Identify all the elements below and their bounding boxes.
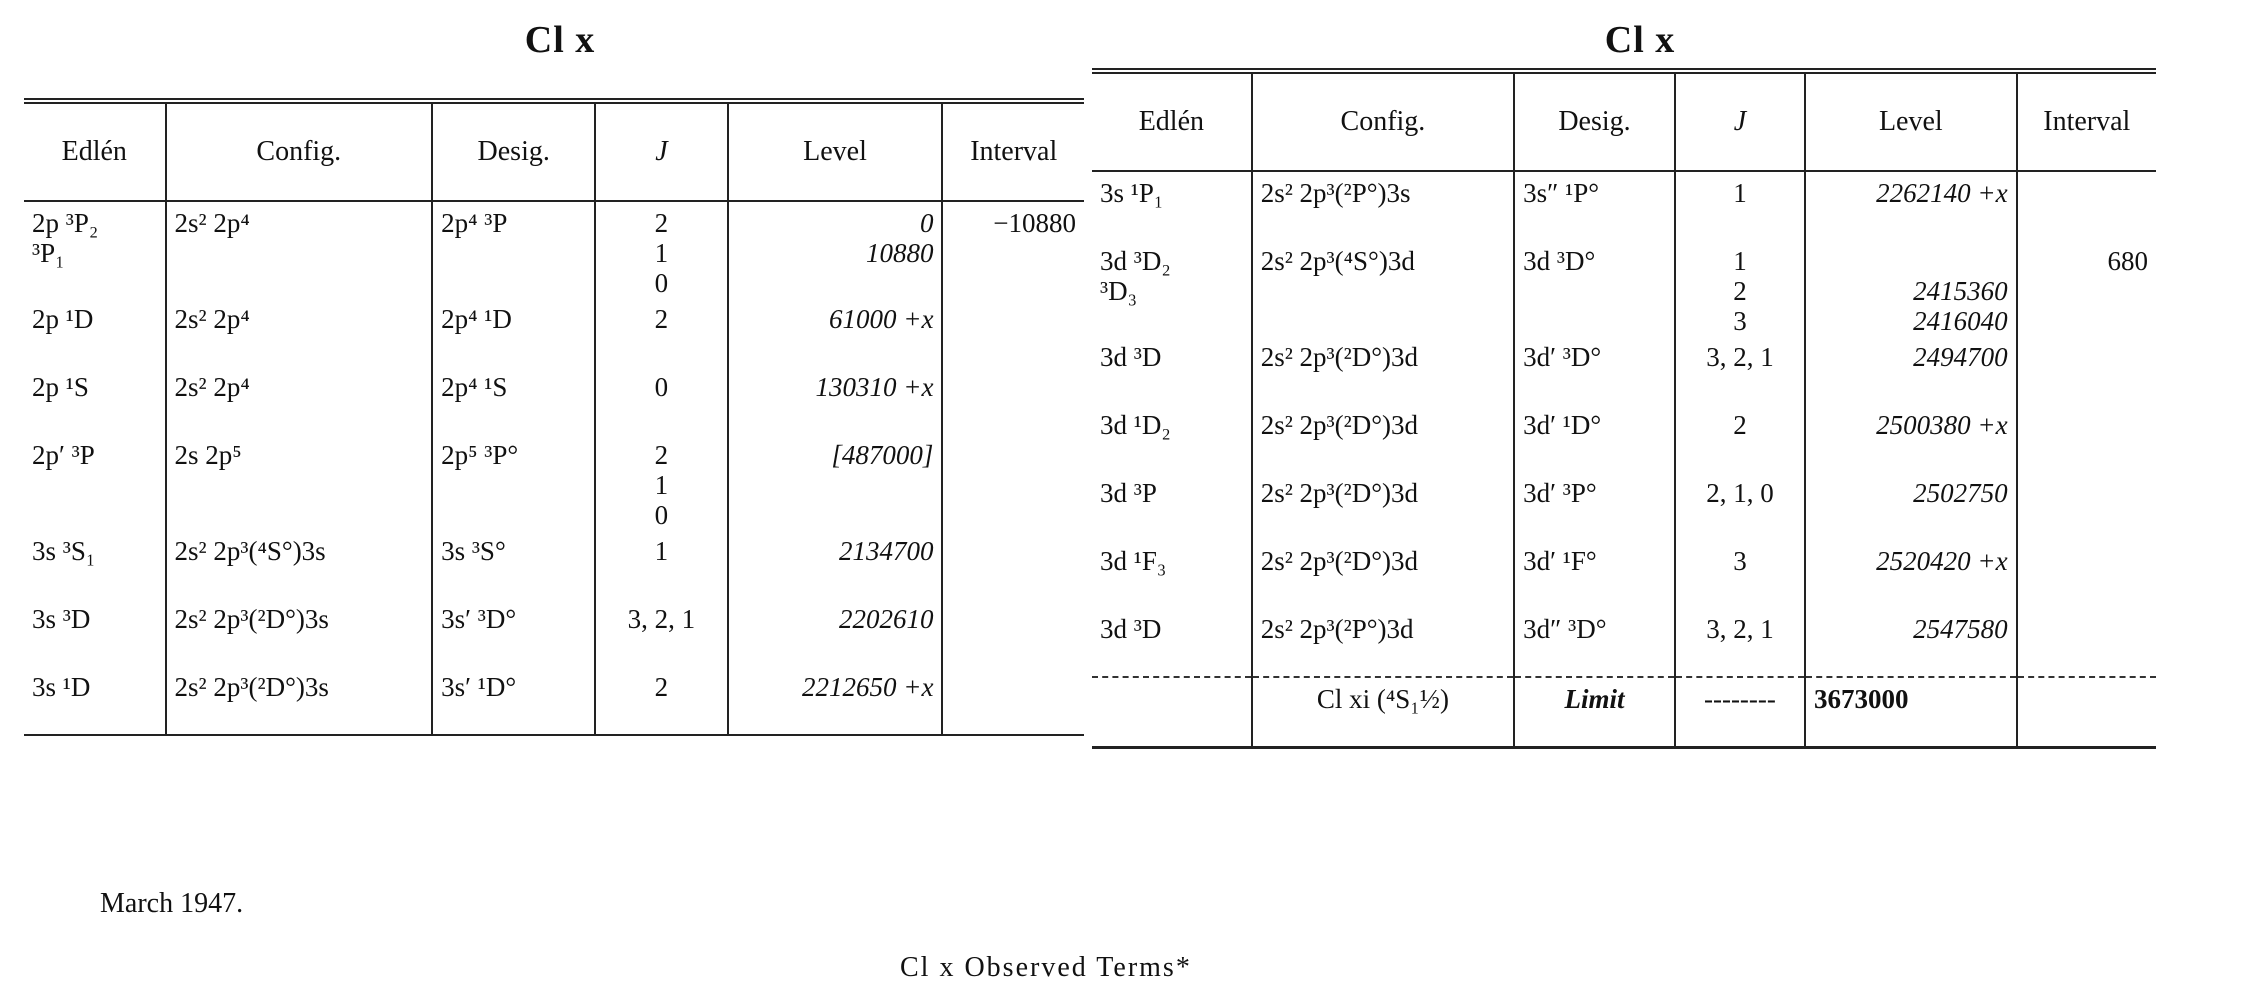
col-level: Level [1805,71,2017,171]
cell-j: 2 1 0 [595,201,727,298]
cell-edlen: 2p ¹S [32,372,89,402]
cell-desig: 3d′ ³D° [1514,336,1675,404]
limit-row [1092,677,2156,748]
cell-level: 130310 +x [728,366,943,434]
col-edlen: Edlén [1092,71,1252,171]
cell-config: 2s² 2p³(²D°)3d [1252,540,1514,608]
col-desig: Desig. [1514,71,1675,171]
cell-level: 2494700 [1805,336,2017,404]
table-row [24,666,1084,735]
cell-config: 2s² 2p⁴ [166,298,433,366]
table-body [1092,171,2156,677]
table-row [24,201,1084,298]
cell-config: 2s² 2p³(²D°)3d [1252,472,1514,540]
cell-edlen: 3s ³S₁ [32,536,96,566]
cell-j: 1 [1675,171,1805,240]
cell-level: 61000 +x [728,298,943,366]
cell-level: 2262140 +x [1805,171,2017,240]
cell-j: 3, 2, 1 [595,598,727,666]
footer-date: March 1947. [100,888,244,919]
table-row [24,530,1084,598]
cell-config: 2s² 2p³(²P°)3d [1252,608,1514,677]
cell-desig: 3d ³D° [1514,240,1675,336]
cell-level: 2134700 [728,530,943,598]
cell-edlen: 3d ¹D₂ [1100,410,1171,440]
table-body [24,201,1084,735]
cell-desig: 2p⁴ ¹D [432,298,595,366]
cell-level: 2520420 +x [1805,540,2017,608]
col-level: Level [728,101,943,201]
cell-j: 2, 1, 0 [1675,472,1805,540]
cell-desig: 2p⁴ ³P [432,201,595,298]
cell-j: 2 1 0 [595,434,727,530]
cell-interval [2017,472,2156,540]
cell-config: 2s² 2p⁴ [166,366,433,434]
cell-edlen: 3s ¹D [32,672,91,702]
col-j: J [595,101,727,201]
table-row [1092,540,2156,608]
cell-interval [942,598,1084,666]
energy-level-table-left [24,98,1084,736]
cell-level: 2202610 [728,598,943,666]
header-row [1092,71,2156,171]
cell-desig: 3s ³S° [432,530,595,598]
cell-edlen: 3d ¹F₃ [1100,546,1167,576]
cell-j: 3 [1675,540,1805,608]
col-config: Config. [166,101,433,201]
limit-level: 3673000 [1805,677,2017,748]
cell-j: 3, 2, 1 [1675,608,1805,677]
cell-interval [2017,336,2156,404]
cell-level: 2212650 +x [728,666,943,735]
cell-edlen: 2p ¹D [32,304,94,334]
cell-config: 2s² 2p⁴ [166,201,433,298]
cell-edlen: 3s ³D [32,604,91,634]
table-row [24,598,1084,666]
table-row [1092,240,2156,336]
energy-level-table-right [1092,68,2156,749]
cell-config: 2s² 2p³(²D°)3s [166,598,433,666]
cell-interval [2017,404,2156,472]
cell-edlen: 3d ³D [1100,614,1162,644]
limit-j: -------- [1675,677,1805,748]
col-config: Config. [1252,71,1514,171]
cell-edlen: 3d ³D [1100,342,1162,372]
table-row [1092,336,2156,404]
cell-interval [2017,608,2156,677]
cell-desig: 3d″ ³D° [1514,608,1675,677]
col-edlen: Edlén [24,101,166,201]
footer-caption: Cl x Observed Terms* [900,952,1192,983]
cell-config: 2s² 2p³(²D°)3d [1252,404,1514,472]
cell-desig: 3s′ ³D° [432,598,595,666]
cell-level: 0 10880 [728,201,943,298]
col-interval: Interval [942,101,1084,201]
cell-interval [2017,171,2156,240]
cell-interval [942,366,1084,434]
cell-j: 1 2 3 [1675,240,1805,336]
cell-j: 2 [595,666,727,735]
table-row [1092,608,2156,677]
limit-desig: Limit [1514,677,1675,748]
cell-interval: 680 [2017,240,2156,336]
cell-interval: −10880 [942,201,1084,298]
cell-level: 2500380 +x [1805,404,2017,472]
cell-interval [942,666,1084,735]
table-row [1092,171,2156,240]
cell-desig: 3s′ ¹D° [432,666,595,735]
cell-config: 2s² 2p³(²D°)3s [166,666,433,735]
table-title-left: Cl x [524,19,596,61]
cell-interval [942,530,1084,598]
table-row [1092,404,2156,472]
cell-desig: 3d′ ¹D° [1514,404,1675,472]
table-row [1092,472,2156,540]
cell-desig: 3d′ ³P° [1514,472,1675,540]
cell-desig: 2p⁵ ³P° [432,434,595,530]
table-row [24,434,1084,530]
cell-config: 2s 2p⁵ [166,434,433,530]
cell-interval [942,298,1084,366]
limit-edlen [1092,677,1252,748]
cell-level: 2547580 [1805,608,2017,677]
table-title-right: Cl x [1604,19,1676,61]
limit-config: Cl xi (⁴S₁½) [1252,677,1514,748]
header-row [24,101,1084,201]
table-row [24,298,1084,366]
cell-level: [487000] [728,434,943,530]
cell-edlen: 3s ¹P₁ [1100,178,1164,208]
cell-j: 3, 2, 1 [1675,336,1805,404]
cell-j: 0 [595,366,727,434]
col-desig: Desig. [432,101,595,201]
cell-interval [2017,540,2156,608]
cell-level: 2502750 [1805,472,2017,540]
cell-desig: 2p⁴ ¹S [432,366,595,434]
limit-interval [2017,677,2156,748]
cell-config: 2s² 2p³(⁴S°)3d [1252,240,1514,336]
cell-edlen: 2p ³P₂ ³P₁ [32,208,99,268]
cell-config: 2s² 2p³(²D°)3d [1252,336,1514,404]
table-row [24,366,1084,434]
cell-config: 2s² 2p³(²P°)3s [1252,171,1514,240]
cell-edlen: 3d ³P [1100,478,1157,508]
cell-desig: 3s″ ¹P° [1514,171,1675,240]
cell-level: 2415360 2416040 [1805,240,2017,336]
cell-interval [942,434,1084,530]
cell-config: 2s² 2p³(⁴S°)3s [166,530,433,598]
cell-desig: 3d′ ¹F° [1514,540,1675,608]
cell-j: 2 [595,298,727,366]
col-j: J [1675,71,1805,171]
cell-j: 1 [595,530,727,598]
cell-edlen: 3d ³D₂ ³D₃ [1100,246,1171,306]
col-interval: Interval [2017,71,2156,171]
cell-edlen: 2p′ ³P [32,440,95,470]
cell-j: 2 [1675,404,1805,472]
